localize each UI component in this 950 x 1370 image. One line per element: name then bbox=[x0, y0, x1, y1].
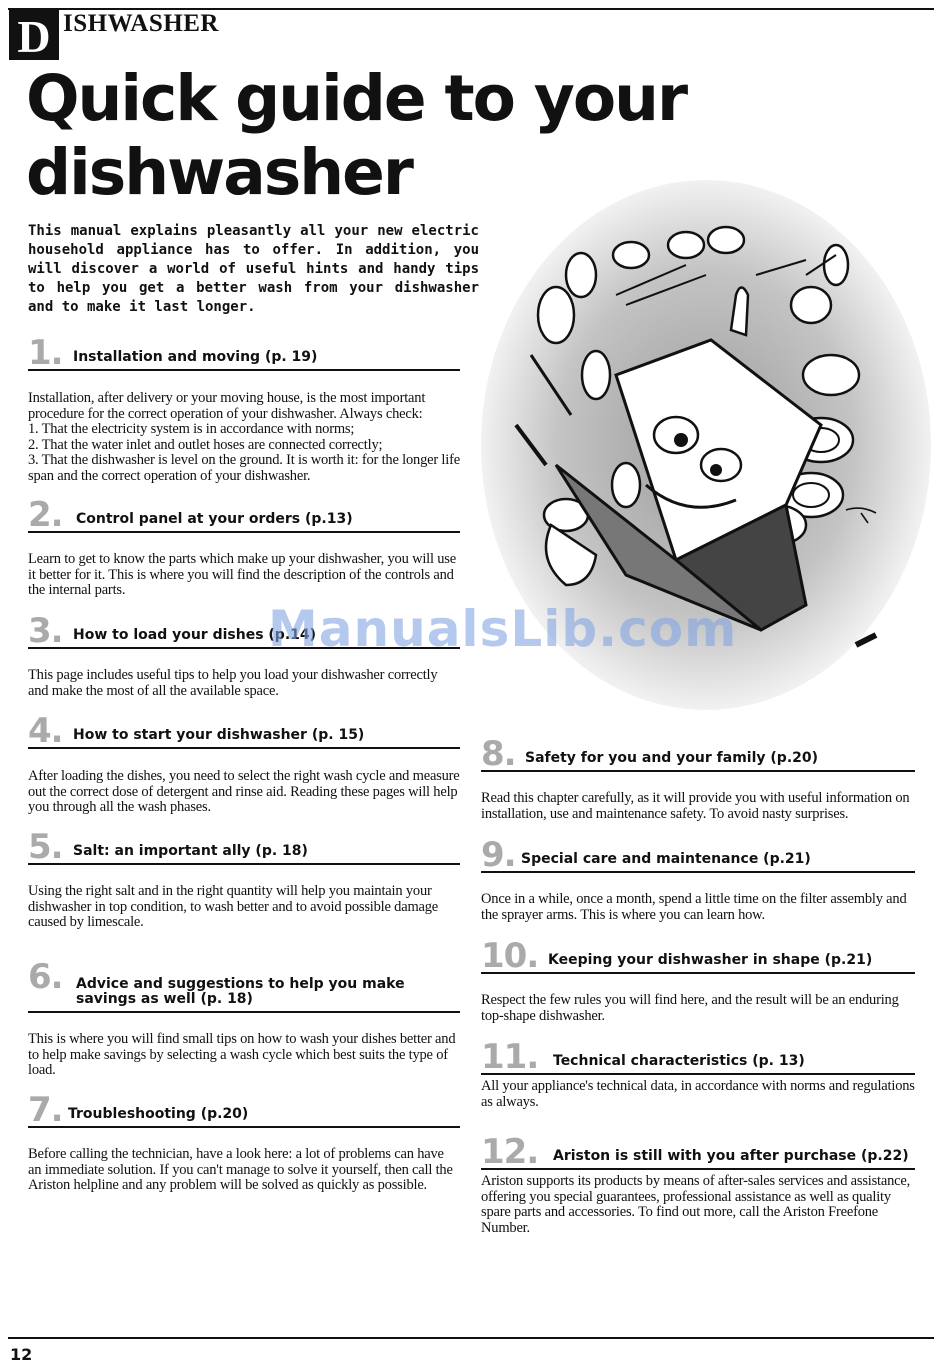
section-body: Installation, after delivery or your moving house, is the most important procedure for the correct operation of your dishwasher. Always check: 1. That the electricity system is in accordance with norms; 2. That the water inlet and outlet hoses are connected correctly; 3. That the dishwasher is level on the ground. It is worth it: for the longer life span and the correct operation of your dishwasher. bbox=[28, 390, 460, 484]
section-heading bbox=[28, 827, 460, 867]
section-number: 3. bbox=[28, 611, 63, 651]
section-number: 8. bbox=[481, 734, 516, 774]
section-8 bbox=[481, 734, 915, 822]
intro-paragraph: This manual explains pleasantly all your new electric household appliance has to offer. In addition, you will discover a world of useful hints and handy tips to help you get a better wash from your dishwasher and to make it last longer. bbox=[28, 223, 479, 315]
section-6 bbox=[28, 957, 460, 1079]
section-title: Keeping your dishwasher in shape (p.21) bbox=[548, 952, 873, 968]
section-heading bbox=[28, 333, 460, 373]
section-heading bbox=[481, 936, 915, 976]
section-title: Ariston is still with you after purchase (p.22) bbox=[553, 1148, 909, 1164]
section-number: 1. bbox=[28, 333, 63, 373]
section-number: 2. bbox=[28, 495, 63, 535]
section-number: 12. bbox=[481, 1132, 539, 1172]
section-title: Troubleshooting (p.20) bbox=[68, 1106, 249, 1122]
section-heading bbox=[481, 1037, 915, 1077]
section-title: Control panel at your orders (p.13) bbox=[76, 511, 353, 527]
section-body: Read this chapter carefully, as it will provide you with useful information on installation, use and maintenance safety. To avoid nasty surprises. bbox=[481, 790, 910, 822]
section-heading bbox=[28, 711, 460, 751]
section-initial-box: D bbox=[9, 9, 59, 60]
section-heading bbox=[481, 835, 915, 875]
section-10 bbox=[481, 936, 915, 1024]
section-number: 7. bbox=[28, 1090, 63, 1130]
page-number: 12 bbox=[10, 1345, 33, 1364]
section-title: How to load your dishes (p.14) bbox=[73, 627, 317, 643]
section-title: Technical characteristics (p. 13) bbox=[553, 1053, 805, 1069]
section-body: This page includes useful tips to help you load your dishwasher correctly and make the most of all the available space. bbox=[28, 667, 438, 699]
section-4 bbox=[28, 711, 460, 816]
section-body: Respect the few rules you will find here, and the result will be an enduring top-shape dishwasher. bbox=[481, 992, 899, 1024]
section-body: Learn to get to know the parts which make up your dishwasher, you will use it better for it. This is where you will find the description of the controls and the internal parts. bbox=[28, 551, 456, 598]
section-header-text: ISHWASHER bbox=[63, 10, 219, 37]
section-number: 6. bbox=[28, 957, 63, 997]
section-title: Safety for you and your family (p.20) bbox=[525, 750, 819, 766]
section-2 bbox=[28, 495, 460, 599]
footer-rule bbox=[8, 1337, 934, 1339]
section-number: 10. bbox=[481, 936, 539, 976]
section-number: 4. bbox=[28, 711, 63, 751]
section-number: 9. bbox=[481, 835, 516, 875]
section-title: How to start your dishwasher (p. 15) bbox=[73, 727, 365, 743]
section-heading bbox=[481, 1132, 915, 1172]
section-heading bbox=[28, 495, 460, 535]
section-11 bbox=[481, 1037, 915, 1110]
section-7 bbox=[28, 1090, 460, 1194]
section-number: 5. bbox=[28, 827, 63, 867]
section-5 bbox=[28, 827, 460, 931]
section-title: Special care and maintenance (p.21) bbox=[521, 851, 811, 867]
section-body: Before calling the technician, have a look here: a lot of problems can have an immediate solution. If you can't manage to solve it yourself, then call the Ariston helpline and any problem will be solved as quickly as possible. bbox=[28, 1146, 453, 1193]
section-9 bbox=[481, 835, 915, 923]
section-title: Salt: an important ally (p. 18) bbox=[73, 843, 308, 859]
section-heading bbox=[28, 1090, 460, 1130]
section-body: This is where you will find small tips on how to wash your dishes better and to help make savings by selecting a wash cycle which best suits the type of load. bbox=[28, 1031, 456, 1078]
section-body: Ariston supports its products by means of after-sales services and assistance, offering you special guarantees, professional assistance as well as quality spare parts and accessories. To find out more, call the Ariston Freefone Number. bbox=[481, 1173, 911, 1236]
section-title: Advice and suggestions to help you make savings as well (p. 18) bbox=[76, 976, 405, 1007]
section-title: Installation and moving (p. 19) bbox=[73, 349, 318, 365]
section-number: 11. bbox=[481, 1037, 539, 1077]
section-12 bbox=[481, 1132, 915, 1236]
section-heading bbox=[481, 734, 915, 774]
section-body: Using the right salt and in the right quantity will help you maintain your dishwasher in top condition, to wash better and to avoid possible damage caused by limescale. bbox=[28, 883, 439, 930]
section-body: All your appliance's technical data, in accordance with norms and regulations as always. bbox=[481, 1078, 915, 1110]
section-body: Once in a while, once a month, spend a little time on the filter assembly and the sprayer arms. This is where you can learn how. bbox=[481, 891, 907, 923]
section-body: After loading the dishes, you need to select the right wash cycle and measure out the correct dose of detergent and rinse aid. Reading these pages will help you through all the wash phases. bbox=[28, 768, 460, 815]
page-title: Quick guide to your dishwasher bbox=[26, 62, 687, 209]
section-1 bbox=[28, 333, 460, 484]
section-heading bbox=[28, 957, 460, 1013]
watermark: ManualsLib.com bbox=[268, 600, 738, 658]
